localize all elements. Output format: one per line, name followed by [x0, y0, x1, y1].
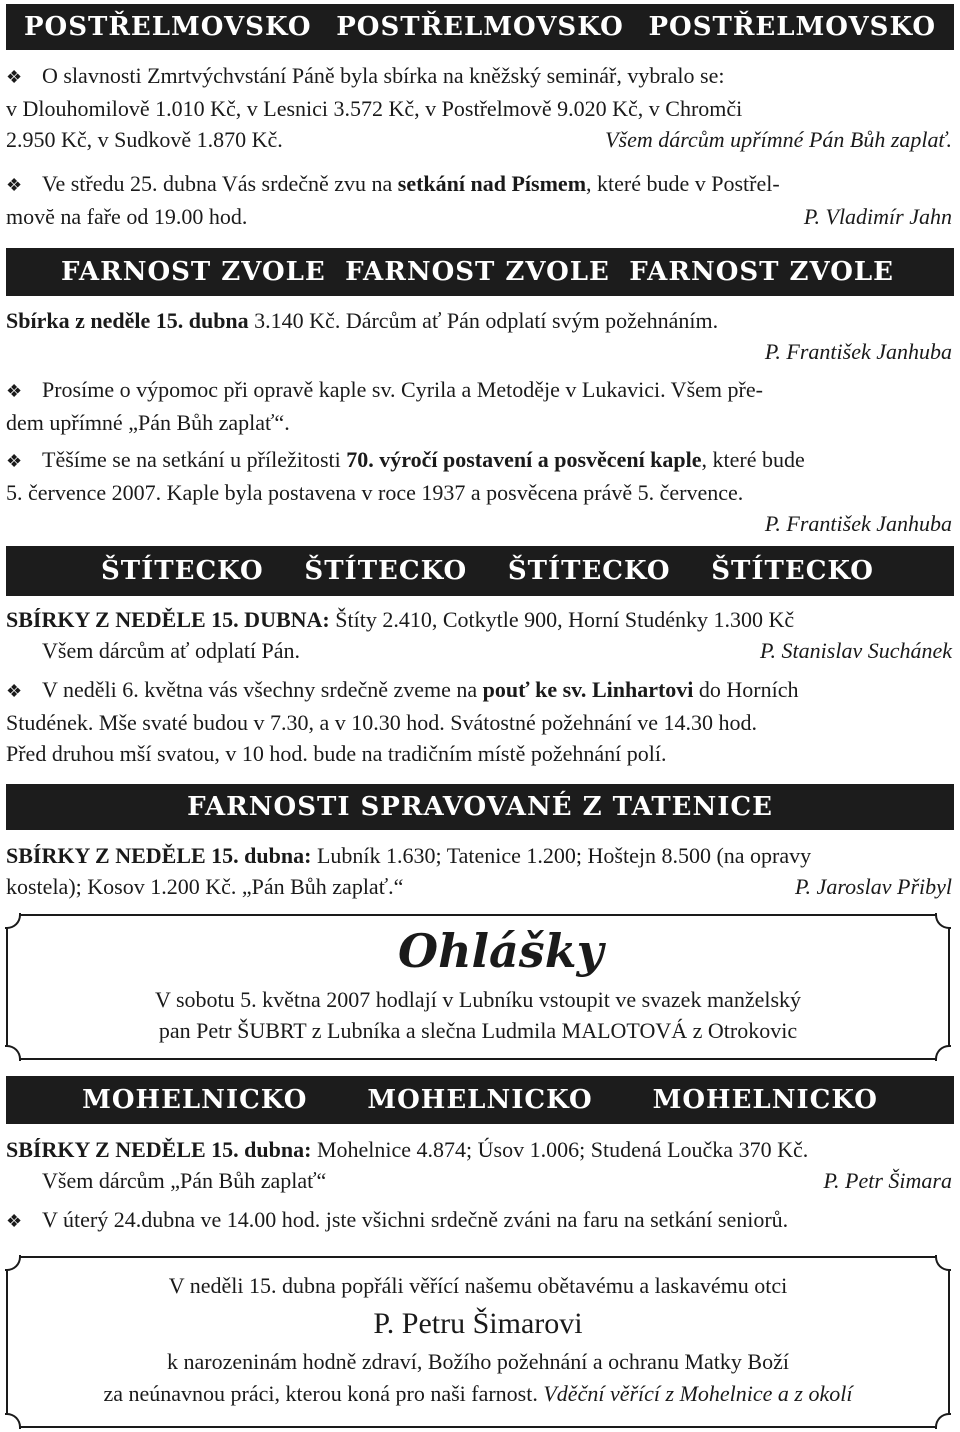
header-mohelnicko	[6, 1076, 954, 1124]
band-title: FARNOSTI SPRAVOVANÉ Z TATENICE	[187, 792, 773, 822]
text: Před druhou mší svatou, v 10 hod. bude na tradičním místě požehnání polí.	[6, 741, 667, 766]
bullet-icon: ❖	[6, 67, 23, 87]
band-title: MOHELNICKO	[82, 1085, 308, 1115]
band-title: ŠTÍTECKO	[101, 556, 264, 586]
band-title: POSTŘELMOVSKO	[336, 12, 624, 42]
stitecko-pilgrimage	[6, 674, 952, 769]
bullet-icon: ❖	[6, 681, 23, 701]
text: Těšíme se na setkání u příležitosti	[42, 447, 347, 472]
text-bold: Sbírka z neděle 15. dubna	[6, 308, 249, 333]
postrelmovsko-collection	[6, 60, 952, 155]
text-bold: SBÍRKY Z NEDĚLE 15. DUBNA:	[6, 607, 330, 632]
band-title: ŠTÍTECKO	[304, 556, 468, 586]
stitecko-collection	[6, 604, 952, 666]
signature: Vděční věřící z Mohelnice a z okolí	[543, 1381, 853, 1406]
zvole-collection	[6, 305, 952, 367]
postrelmovsko-invite	[6, 168, 952, 232]
text: v Dlouhomilově 1.010 Kč, v Lesnici 3.572 Kč, v Postřelmově 9.020 Kč, v Chromči	[6, 96, 743, 121]
text: Mohelnice 4.874; Úsov 1.006; Studená Loučka 370 Kč.	[311, 1137, 809, 1162]
greeting-line-1: V neděli 15. dubna popřáli věřící našemu obětavému a laskavému otci	[168, 1273, 788, 1298]
text: Ve středu 25. dubna Vás srdečně zvu na	[42, 171, 398, 196]
text: 3.140 Kč. Dárcům ať Pán odplatí svým požehnáním.	[248, 308, 719, 333]
text: Studének. Mše svaté budou v 7.30, a v 10.30 hod. Svátostné požehnání ve 14.30 hod.	[6, 710, 757, 735]
band-title: MOHELNICKO	[652, 1085, 878, 1115]
text-bold: SBÍRKY Z NEDĚLE 15. dubna:	[6, 1137, 312, 1162]
band-title: ŠTÍTECKO	[711, 556, 874, 586]
header-tatenice	[6, 784, 954, 830]
signature: P. Jaroslav Přibyl	[794, 874, 952, 899]
text: kostela); Kosov 1.200 Kč. „Pán Bůh zaplať.“	[6, 874, 404, 899]
signature: P. Petr Šimara	[823, 1168, 952, 1193]
text: Lubník 1.630; Tatenice 1.200; Hoštejn 8.500 (na opravy	[311, 843, 812, 868]
text: V neděli 6. května vás všechny srdečně zveme na	[42, 677, 483, 702]
text: do Horních	[693, 677, 799, 702]
signature: P. Stanislav Suchánek	[759, 638, 952, 663]
bullet-icon: ❖	[6, 451, 23, 471]
ohlasky-line-1: V sobotu 5. května 2007 hodlají v Lubníku vstoupit ve svazek manželský	[154, 987, 802, 1012]
text: Prosíme o výpomoc při opravě kaple sv. Cyrila a Metoděje v Lukavici. Všem pře-	[42, 377, 763, 402]
text-bold: SBÍRKY Z NEDĚLE 15. dubna:	[6, 843, 312, 868]
band-title: ŠTÍTECKO	[507, 556, 671, 586]
text: 5. července 2007. Kaple byla postavena v roce 1937 a posvěcena právě 5. července.	[6, 480, 744, 505]
bullet-icon: ❖	[6, 381, 23, 401]
signature: P. František Janhuba	[764, 511, 952, 536]
text-bold: setkání nad Písmem	[397, 171, 587, 196]
greeting-name: P. Petru Šimarovi	[373, 1307, 583, 1340]
text-bold: pouť ke sv.	[482, 677, 587, 702]
text: , které bude v Postřel-	[586, 171, 780, 196]
signature: P. Vladimír Jahn	[803, 204, 952, 229]
text: 2.950 Kč, v Sudkově 1.870 Kč.	[6, 127, 283, 152]
text: V úterý 24.dubna ve 14.00 hod. jste všichni srdečně zváni na faru na setkání seniorů.	[42, 1207, 789, 1232]
text: movĕ na faře od 19.00 hod.	[6, 204, 248, 229]
zvole-anniversary	[6, 444, 952, 539]
ohlasky-title: Ohlášky	[398, 924, 604, 978]
header-farnost-zvole	[6, 248, 954, 296]
thanks-text: Všem dárcům ať odplatí Pán.	[42, 638, 301, 663]
band-title: POSTŘELMOVSKO	[24, 12, 312, 42]
band-title: MOHELNICKO	[367, 1085, 593, 1115]
header-stitecko	[6, 546, 954, 596]
signature: P. František Janhuba	[764, 339, 952, 364]
text: , které bude	[701, 447, 805, 472]
text: dem upřímné „Pán Bůh zaplať“.	[6, 410, 290, 435]
band-title: POSTŘELMOVSKO	[648, 12, 936, 42]
mohelnicko-collection	[6, 1134, 952, 1196]
text: za neúnavnou práci, kterou koná pro naši farnost.	[103, 1381, 538, 1406]
tatenice-collection	[6, 840, 952, 902]
header-postrelmovsko	[6, 4, 954, 50]
text: O slavnosti Zmrtvýchvstání Páně byla sbírka na kněžský seminář, vybralo se:	[42, 63, 725, 88]
greeting-frame	[6, 1256, 950, 1428]
thanks-text: Všem dárcům „Pán Bůh zaplať“	[42, 1168, 327, 1193]
greeting-line-4	[8, 1378, 948, 1409]
band-title: FARNOST ZVOLE	[61, 257, 326, 287]
mohelnicko-seniors	[6, 1204, 952, 1237]
text-bold: Linhartovi	[591, 677, 694, 702]
text-bold: 70. výročí postavení a posvěcení kaple	[346, 447, 702, 472]
bullet-icon: ❖	[6, 1211, 23, 1231]
text: Štíty 2.410, Cotkytle 900, Horní Studénky 1.300 Kč	[329, 607, 795, 632]
greeting-line-3: k narozeninám hodně zdraví, Božího požehnání a ochranu Matky Boží	[167, 1349, 789, 1374]
bullet-icon: ❖	[6, 175, 23, 195]
thanks-text: Všem dárcům upřímné Pán Bůh zaplať.	[605, 127, 952, 152]
ohlasky-line-2: pan Petr ŠUBRT z Lubníka a slečna Ludmila MALOTOVÁ z Otrokovic	[158, 1018, 798, 1043]
band-title: FARNOST ZVOLE	[345, 257, 610, 287]
ohlasky-frame	[6, 914, 950, 1060]
zvole-request	[6, 374, 952, 438]
band-title: FARNOST ZVOLE	[629, 257, 894, 287]
